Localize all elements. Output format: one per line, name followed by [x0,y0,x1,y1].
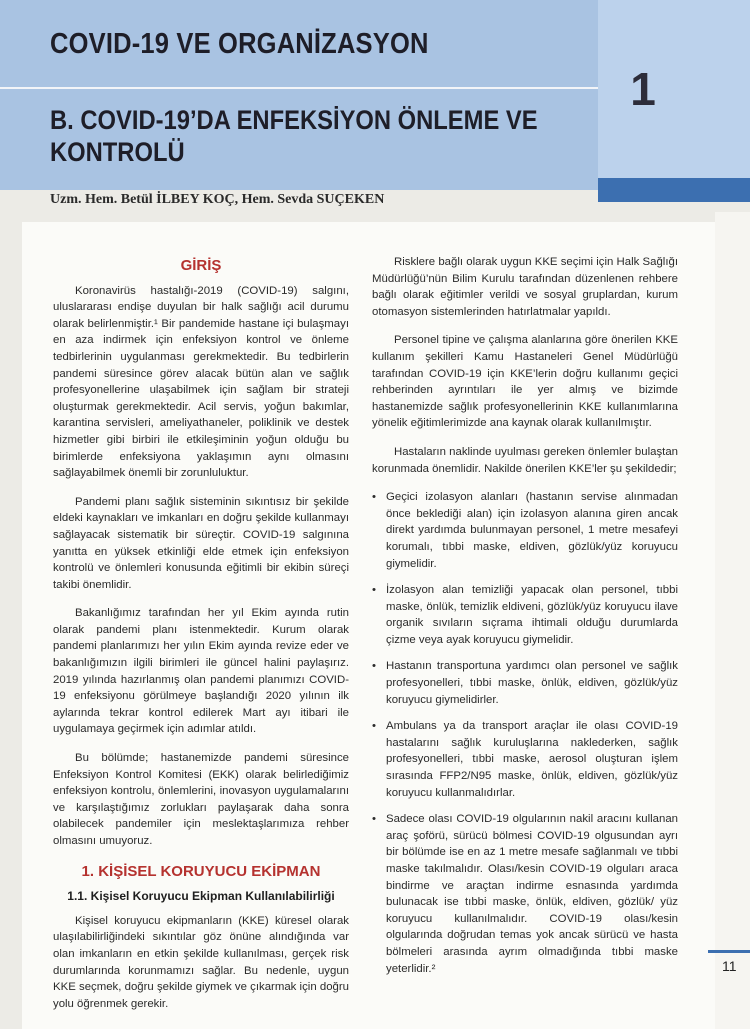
right-column [372,254,678,987]
authors-line: Uzm. Hem. Betül İLBEY KOÇ, Hem. Sevda SUÇEKEN [50,192,385,207]
bullet-list [372,489,678,977]
paragraph: Personel tipine ve çalışma alanlarına göre önerilen KKE kullanım şekilleri Kamu Hastaneleri Genel Müdürlüğü tarafından COVID-19 için KKE’lerin doğru kullanımı geçici rehberinden ayrıntıları ile yer almış ve bizimde hastanemizde sağlık profesyonellerinin KKE kullanımlarına yönelik eğitimlerimizde ana kaynak olarak kullanılmıştır. [372,334,678,430]
paragraph: Bakanlığımız tarafından her yıl Ekim ayında rutin olarak pandemi planı istenmektedir. Kurum olarak pandemi planlarımızı her yılın Ekim ayında revize eder ve bakanlığımızın ilgili birimleri ile güncel halini paylaşırız. 2019 yılında hazırlanmış olan pandemi planımızı COVID-19 enfeksiyonu görülmeye başlandığı 2020 yılının ilk aylarında tekrar kontrol edilerek Mart ayı itibari ile uygulamaya geçirmek için adımlar atıldı. [53,607,349,736]
list-item-text: Sadece olası COVID-19 olgularının nakil aracını kullanan araç şoförü, sürücü bölmesi COVID-19 olgusundan ayrı bir bölümde ise en az 1 metre mesafe sağlanmalı ve tıbbi maske takılmalıdır. Olası/kesin COVID-19 olguları araca bindirme ve araçtan indirme esnasında yardımda bulunacak ise tıbbi maske, önlük, eldiven, gözlük/ yüz koruyucu kullanılmalıdır. COVID-19 olası/kesin olgularında doğrudan temas yok ancak sürücü ve hasta bölmeleri arasında ayrım olmadığında tıbbi maske yeterlidir.² [386,813,678,975]
paragraph: Pandemi planı sağlık sisteminin sıkıntısız bir şekilde eldeki kaynakları ve imkanları en doğru şekilde kullanmayı sağlayacak sistematik bir süreçtir. COVID-19 salgınına yanıtta en yüksek etkinliği elde etmek için enfeksiyon kontrolü ve önlemleri konusunda eğitimli bir ekibin süreçi takibi önemlidir. [53,495,349,591]
list-item [372,658,678,708]
bullet-icon: • [372,660,376,673]
list-item [372,718,678,801]
list-item-text: Geçici izolasyon alanları (hastanın servise alınmadan önce beklediği alan) için izolasyon alanına giren ancak direkt yardımda bulunmayan personel, 1 metre mesafeyi korumalı, tıbbi maske, eldiven, gözlük/yüz koruyucu giymelidir. [386,491,678,570]
list-item [372,811,678,977]
subsection-heading: 1.1. Kişisel Koruyucu Ekipman Kullanılabilirliği [67,889,335,904]
chapter-accent-strip [598,178,750,202]
paragraph: Kişisel koruyucu ekipmanların (KKE) küresel olarak ulaşılabilirliğindeki sıkıntılar göz önüne alındığında var olan imkanların en etkin şekilde kullanılması, gerçek risk durumlarında korunmamızı sağlar. Bu nedenle, uygun KKE seçmek, doğru şekilde giymek ve çıkarmak için doğru yolu öğrenmek gerekir. [53,914,349,1010]
list-item-text: Ambulans ya da transport araçlar ile olası COVID-19 hastalarını sağlık kuruluşlarına naklederken, sağlık profesyonelleri, tıbbi maske, aerosol oluşturan işlem sırasında FFP2/N95 maske, önlük, eldiven, gözlük/yüz koruyucu kullanmalıdırlar. [386,720,678,799]
chapter-number: 1 [630,63,656,115]
left-column [53,258,349,1024]
list-item-text: İzolasyon alan temizliği yapacak olan personel, tıbbi maske, önlük, temizlik eldiveni, gözlük/yüz koruyucu ilave organik sıvıların sıçrama ihtimali olduğu durumlarda çizme veya ayak koruyucu giymelidir. [386,584,678,646]
list-item [372,582,678,648]
intro-heading: GİRİŞ [180,257,222,274]
list-item [372,489,678,572]
bullet-icon: • [372,584,376,597]
paragraph: Risklere bağlı olarak uygun KKE seçimi için Halk Sağlığı Müdürlüğü’nün Bilim Kurulu tarafından düzenlenen rehbere bağlı olarak eğitimler verildi ve sosyal gruplardan, kurum otomasyon sistemlerinden hatırlatmalar yapıldı. [372,256,678,318]
paragraph: Hastaların naklinde uyulması gereken önlemler bulaştan korunmada önemlidir. Nakilde önerilen KKE’ler şu şekildedir; [372,445,678,475]
bullet-icon: • [372,491,376,504]
section-heading: 1. KİŞİSEL KORUYUCU EKİPMAN [81,862,321,880]
chapter-subtitle: B. COVID-19’DA ENFEKSİYON ÖNLEME VE KONTROLÜ [50,105,538,167]
page-number-rule [708,950,750,953]
chapter-title: COVID-19 VE ORGANİZASYON [50,28,429,60]
bullet-icon: • [372,813,376,826]
paragraph: Bu bölümde; hastanemizde pandemi süresince Enfeksiyon Kontrol Komitesi (EKK) olarak belirlediğimiz enfeksiyon kontrolu, önlemlerini, inovasyon uygulamalarını ve karşılaştığımız zorlukları paylaşarak daha sonra olabilecek pandemiler için meslektaşlarımıza rehber olmasını umuyoruz. [53,752,349,847]
paragraph: Koronavirüs hastalığı-2019 (COVID-19) salgını, uluslararası endişe duyulan bir halk sağlığı acil durumu olarak belirlenmiştir.¹ Bir pandemide hastane içi bulaşmayı en aza indirmek için enfeksiyon kontrol ve önleme tedbirlerinin uygulanması gerekmektedir. Bu tedbirlerin pandemi süresince görev alacak bütün alan ve sağlık profesyonellerine ulaşabilmek için sağlam bir strateji oluşturmak gerekmektedir. Acil servis, yoğun bakımlar, karantina servisleri, ameliyathaneler, poliklinik ve destek hizmetler gibi birbiri ile etkileşiminin yoğun olduğu bu birimlerde enfeksiyona yaklaşımın aynı olmasını sağlayabilmek önemli bir zorunluluktur. [53,284,349,480]
list-item-text: Hastanın transportuna yardımcı olan personel ve sağlık profesyonelleri, tıbbi maske, önlük, eldiven, gözlük/yüz koruyucu giymelidirler. [386,660,678,706]
page-number: 11 [722,958,737,974]
page-edge [715,212,750,1029]
bullet-icon: • [372,720,376,733]
